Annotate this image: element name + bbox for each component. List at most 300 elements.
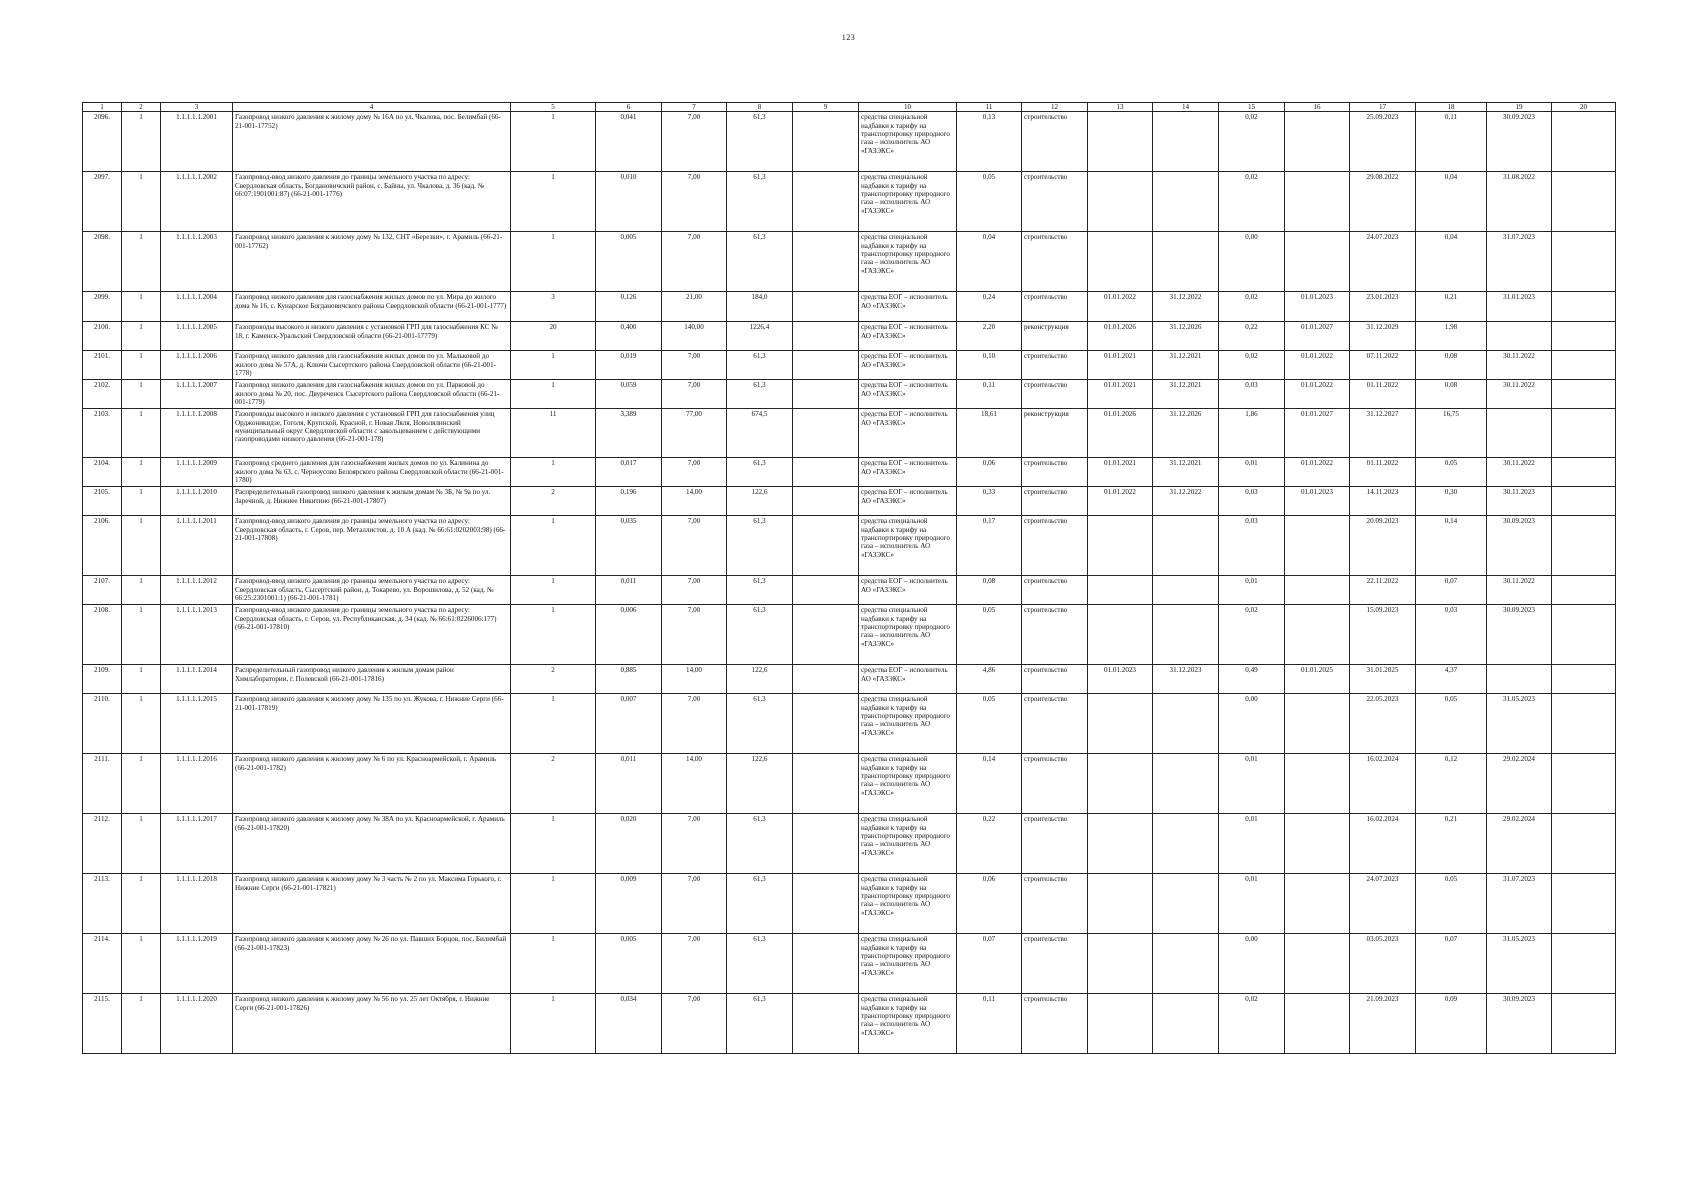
column-number-header: 4 [233, 103, 511, 112]
work-type-cell: строительство [1022, 814, 1088, 874]
level-cell: 1 [122, 409, 161, 458]
length-cell: 0,196 [596, 487, 662, 516]
build-end-cell: 29.08.2022 [1350, 172, 1416, 232]
build-start-cell [1285, 754, 1350, 814]
build-cost-cell: 0,04 [1416, 232, 1487, 292]
funding-source-cell: средства специальной надбавки к тарифу на транспортировку природного газа – исполнитель АО «ГАЗЭКС» [859, 172, 957, 232]
design-cost-cell: 0,02 [1219, 605, 1285, 665]
row-number-cell: 2097. [83, 172, 122, 232]
qty-cell: 1 [511, 380, 596, 409]
build-cost-cell: 0,03 [1416, 605, 1487, 665]
row-number-cell: 2096. [83, 112, 122, 172]
table-row [83, 605, 1616, 665]
row-number-cell: 2108. [83, 605, 122, 665]
col9-cell [793, 814, 859, 874]
volume-cell: 61,3 [727, 172, 793, 232]
qty-cell: 1 [511, 605, 596, 665]
level-cell: 1 [122, 576, 161, 605]
table-row [83, 694, 1616, 754]
table-row [83, 409, 1616, 458]
design-cost-cell: 0,01 [1219, 576, 1285, 605]
build-end-cell: 14.11.2023 [1350, 487, 1416, 516]
power-cell: 14,00 [662, 487, 727, 516]
row-number-cell: 2110. [83, 694, 122, 754]
object-name-cell: Газопроводы высокого и низкого давления с установкой ГРП для газоснабжения КС № 18, г. Каменск-Уральский Свердловской области (66-21-001-17779) [233, 322, 511, 351]
code-cell: 1.1.1.1.1.2005 [161, 322, 233, 351]
qty-cell: 1 [511, 516, 596, 576]
design-cost-cell: 0,00 [1219, 232, 1285, 292]
cost-cell: 0,05 [957, 172, 1022, 232]
cost-cell: 0,04 [957, 232, 1022, 292]
col20-cell [1552, 934, 1616, 994]
object-name-cell: Газопровод низкого давления для газоснабжения жилых домов по ул. Мальковой до жилого дома № 57А, д. Ключи Сысертского района Свердловской области (66-21-001-1778) [233, 351, 511, 380]
design-start-cell [1088, 994, 1153, 1054]
design-start-cell: 01.01.2026 [1088, 409, 1153, 458]
cost-cell: 0,33 [957, 487, 1022, 516]
build-cost-cell: 0,04 [1416, 172, 1487, 232]
row-number-cell: 2114. [83, 934, 122, 994]
table-row [83, 934, 1616, 994]
column-number-header: 8 [727, 103, 793, 112]
design-start-cell: 01.01.2021 [1088, 458, 1153, 487]
code-cell: 1.1.1.1.1.2003 [161, 232, 233, 292]
design-cost-cell: 0,01 [1219, 754, 1285, 814]
cost-cell: 0,13 [957, 112, 1022, 172]
design-end-cell [1153, 516, 1219, 576]
build-cost-cell: 4,37 [1416, 665, 1487, 694]
build-end-cell: 31.01.2025 [1350, 665, 1416, 694]
design-end-cell [1153, 814, 1219, 874]
design-end-cell: 31.12.2021 [1153, 380, 1219, 409]
build-start-cell [1285, 172, 1350, 232]
volume-cell: 674,5 [727, 409, 793, 458]
commission-date-cell [1487, 322, 1552, 351]
object-name-cell: Газопровод низкого давления к жилому дому № 16А по ул. Чкалова, пос. Белимбай (66-21-001-17752) [233, 112, 511, 172]
col20-cell [1552, 292, 1616, 322]
design-cost-cell: 0,00 [1219, 694, 1285, 754]
qty-cell: 1 [511, 458, 596, 487]
level-cell: 1 [122, 458, 161, 487]
cost-cell: 0,08 [957, 576, 1022, 605]
col20-cell [1552, 516, 1616, 576]
work-type-cell: строительство [1022, 994, 1088, 1054]
table-row [83, 487, 1616, 516]
col9-cell [793, 694, 859, 754]
row-number-cell: 2115. [83, 994, 122, 1054]
col9-cell [793, 994, 859, 1054]
work-type-cell: строительство [1022, 576, 1088, 605]
funding-source-cell: средства специальной надбавки к тарифу на транспортировку природного газа – исполнитель АО «ГАЗЭКС» [859, 874, 957, 934]
cost-cell: 0,17 [957, 516, 1022, 576]
col20-cell [1552, 814, 1616, 874]
length-cell: 0,007 [596, 694, 662, 754]
col20-cell [1552, 458, 1616, 487]
row-number-cell: 2102. [83, 380, 122, 409]
volume-cell: 61,3 [727, 605, 793, 665]
work-type-cell: строительство [1022, 665, 1088, 694]
length-cell: 0,059 [596, 380, 662, 409]
volume-cell: 61,3 [727, 112, 793, 172]
build-end-cell: 21.09.2023 [1350, 994, 1416, 1054]
commission-date-cell: 31.07.2023 [1487, 874, 1552, 934]
table-row [83, 380, 1616, 409]
volume-cell: 122,6 [727, 487, 793, 516]
volume-cell: 61,3 [727, 694, 793, 754]
design-start-cell: 01.01.2021 [1088, 380, 1153, 409]
design-end-cell: 31.12.2022 [1153, 292, 1219, 322]
level-cell: 1 [122, 380, 161, 409]
col9-cell [793, 409, 859, 458]
design-cost-cell: 0,03 [1219, 380, 1285, 409]
build-cost-cell: 0,05 [1416, 874, 1487, 934]
build-start-cell [1285, 232, 1350, 292]
code-cell: 1.1.1.1.1.2014 [161, 665, 233, 694]
power-cell: 7,00 [662, 874, 727, 934]
code-cell: 1.1.1.1.1.2012 [161, 576, 233, 605]
commission-date-cell: 30.09.2023 [1487, 994, 1552, 1054]
qty-cell: 3 [511, 292, 596, 322]
design-end-cell [1153, 232, 1219, 292]
funding-source-cell: средства ЕОГ – исполнитель АО «ГАЗЭКС» [859, 322, 957, 351]
work-type-cell: строительство [1022, 232, 1088, 292]
build-start-cell: 01.01.2027 [1285, 409, 1350, 458]
funding-source-cell: средства специальной надбавки к тарифу на транспортировку природного газа – исполнитель АО «ГАЗЭКС» [859, 605, 957, 665]
level-cell: 1 [122, 516, 161, 576]
power-cell: 7,00 [662, 516, 727, 576]
cost-cell: 0,05 [957, 694, 1022, 754]
length-cell: 0,019 [596, 351, 662, 380]
commission-date-cell: 29.02.2024 [1487, 814, 1552, 874]
commission-date-cell: 30.11.2022 [1487, 380, 1552, 409]
code-cell: 1.1.1.1.1.2020 [161, 994, 233, 1054]
qty-cell: 2 [511, 665, 596, 694]
length-cell: 0,011 [596, 754, 662, 814]
length-cell: 0,017 [596, 458, 662, 487]
table-row [83, 814, 1616, 874]
table-body [83, 112, 1616, 1054]
funding-source-cell: средства ЕОГ – исполнитель АО «ГАЗЭКС» [859, 292, 957, 322]
qty-cell: 1 [511, 934, 596, 994]
funding-source-cell: средства специальной надбавки к тарифу на транспортировку природного газа – исполнитель АО «ГАЗЭКС» [859, 112, 957, 172]
power-cell: 7,00 [662, 576, 727, 605]
build-end-cell: 01.11.2022 [1350, 458, 1416, 487]
level-cell: 1 [122, 351, 161, 380]
col20-cell [1552, 694, 1616, 754]
design-end-cell [1153, 172, 1219, 232]
level-cell: 1 [122, 934, 161, 994]
qty-cell: 1 [511, 351, 596, 380]
length-cell: 0,005 [596, 232, 662, 292]
qty-cell: 1 [511, 232, 596, 292]
power-cell: 7,00 [662, 814, 727, 874]
volume-cell: 1226,4 [727, 322, 793, 351]
qty-cell: 1 [511, 172, 596, 232]
power-cell: 7,00 [662, 351, 727, 380]
length-cell: 3,389 [596, 409, 662, 458]
commission-date-cell: 30.09.2023 [1487, 605, 1552, 665]
volume-cell: 61,3 [727, 576, 793, 605]
build-end-cell: 24.07.2023 [1350, 874, 1416, 934]
volume-cell: 184,0 [727, 292, 793, 322]
column-number-header: 13 [1088, 103, 1153, 112]
column-number-header: 2 [122, 103, 161, 112]
column-number-header: 1 [83, 103, 122, 112]
power-cell: 7,00 [662, 934, 727, 994]
build-start-cell [1285, 994, 1350, 1054]
design-cost-cell: 0,03 [1219, 487, 1285, 516]
commission-date-cell: 31.07.2023 [1487, 232, 1552, 292]
object-name-cell: Газопровод среднего давления для газоснабжения жилых домов по ул. Калинина до жилого дома № 63, с. Черноусово Белоярского района Свердловской области (66-21-001-1780) [233, 458, 511, 487]
volume-cell: 122,6 [727, 665, 793, 694]
build-start-cell [1285, 576, 1350, 605]
level-cell: 1 [122, 665, 161, 694]
object-name-cell: Газопровод низкого давления для газоснабжения жилых домов по ул. Мира до жилого дома № 16, с. Кунарское Богдановичского района Свердловской области (66-21-001-1777) [233, 292, 511, 322]
build-cost-cell: 1,98 [1416, 322, 1487, 351]
work-type-cell: строительство [1022, 605, 1088, 665]
length-cell: 0,006 [596, 605, 662, 665]
object-name-cell: Газопровод низкого давления к жилому дому № 6 по ул. Красноармейской, г. Арамиль (66-21-001-1782) [233, 754, 511, 814]
level-cell: 1 [122, 232, 161, 292]
col9-cell [793, 487, 859, 516]
commission-date-cell: 30.11.2022 [1487, 576, 1552, 605]
row-number-cell: 2104. [83, 458, 122, 487]
row-number-cell: 2107. [83, 576, 122, 605]
column-number-header: 15 [1219, 103, 1285, 112]
col9-cell [793, 292, 859, 322]
commission-date-cell [1487, 409, 1552, 458]
design-end-cell: 31.12.2021 [1153, 458, 1219, 487]
build-end-cell: 03.05.2023 [1350, 934, 1416, 994]
level-cell: 1 [122, 112, 161, 172]
code-cell: 1.1.1.1.1.2008 [161, 409, 233, 458]
investment-program-table [82, 102, 1616, 1054]
cost-cell: 0,05 [957, 605, 1022, 665]
level-cell: 1 [122, 322, 161, 351]
design-start-cell: 01.01.2022 [1088, 487, 1153, 516]
col9-cell [793, 754, 859, 814]
code-cell: 1.1.1.1.1.2002 [161, 172, 233, 232]
build-end-cell: 07.11.2022 [1350, 351, 1416, 380]
build-end-cell: 16.02.2024 [1350, 754, 1416, 814]
row-number-cell: 2112. [83, 814, 122, 874]
level-cell: 1 [122, 814, 161, 874]
cost-cell: 0,11 [957, 380, 1022, 409]
build-cost-cell: 0,05 [1416, 694, 1487, 754]
build-cost-cell: 0,11 [1416, 112, 1487, 172]
design-cost-cell: 0,49 [1219, 665, 1285, 694]
row-number-cell: 2105. [83, 487, 122, 516]
code-cell: 1.1.1.1.1.2018 [161, 874, 233, 934]
col9-cell [793, 665, 859, 694]
column-number-header: 6 [596, 103, 662, 112]
row-number-cell: 2109. [83, 665, 122, 694]
object-name-cell: Распределительный газопровод низкого давления к жилым домам район Химлаборатории, г. Полевской (66-21-001-17816) [233, 665, 511, 694]
design-end-cell [1153, 994, 1219, 1054]
build-end-cell: 01.11.2022 [1350, 380, 1416, 409]
commission-date-cell: 31.05.2023 [1487, 934, 1552, 994]
funding-source-cell: средства специальной надбавки к тарифу на транспортировку природного газа – исполнитель АО «ГАЗЭКС» [859, 694, 957, 754]
col9-cell [793, 934, 859, 994]
cost-cell: 2,20 [957, 322, 1022, 351]
build-end-cell: 23.01.2023 [1350, 292, 1416, 322]
funding-source-cell: средства специальной надбавки к тарифу на транспортировку природного газа – исполнитель АО «ГАЗЭКС» [859, 232, 957, 292]
column-numbers-row [83, 103, 1616, 112]
col9-cell [793, 232, 859, 292]
table-row [83, 665, 1616, 694]
build-cost-cell: 0,08 [1416, 380, 1487, 409]
code-cell: 1.1.1.1.1.2006 [161, 351, 233, 380]
design-start-cell: 01.01.2022 [1088, 292, 1153, 322]
work-type-cell: строительство [1022, 351, 1088, 380]
length-cell: 0,034 [596, 994, 662, 1054]
table-row [83, 351, 1616, 380]
design-cost-cell: 1,86 [1219, 409, 1285, 458]
object-name-cell: Газопровод-ввод низкого давления до границы земельного участка по адресу: Свердловская область, г. Серов, ул. Республиканская, д. 34 (кад. № 66:61:0226006:177) (66-21-001-17810) [233, 605, 511, 665]
design-start-cell [1088, 516, 1153, 576]
row-number-cell: 2113. [83, 874, 122, 934]
funding-source-cell: средства ЕОГ – исполнитель АО «ГАЗЭКС» [859, 409, 957, 458]
table-row [83, 516, 1616, 576]
column-number-header: 7 [662, 103, 727, 112]
build-start-cell: 01.01.2025 [1285, 665, 1350, 694]
design-start-cell: 01.01.2026 [1088, 322, 1153, 351]
build-cost-cell: 0,12 [1416, 754, 1487, 814]
design-cost-cell: 0,01 [1219, 814, 1285, 874]
qty-cell: 1 [511, 576, 596, 605]
work-type-cell: строительство [1022, 458, 1088, 487]
table-row [83, 754, 1616, 814]
build-start-cell [1285, 874, 1350, 934]
funding-source-cell: средства специальной надбавки к тарифу на транспортировку природного газа – исполнитель АО «ГАЗЭКС» [859, 814, 957, 874]
work-type-cell: реконструкция [1022, 322, 1088, 351]
power-cell: 7,00 [662, 232, 727, 292]
column-number-header: 12 [1022, 103, 1088, 112]
build-end-cell: 25.09.2023 [1350, 112, 1416, 172]
volume-cell: 61,3 [727, 874, 793, 934]
cost-cell: 0,22 [957, 814, 1022, 874]
build-end-cell: 22.05.2023 [1350, 694, 1416, 754]
build-cost-cell: 0,05 [1416, 458, 1487, 487]
power-cell: 14,00 [662, 665, 727, 694]
commission-date-cell: 30.09.2023 [1487, 112, 1552, 172]
code-cell: 1.1.1.1.1.2004 [161, 292, 233, 322]
cost-cell: 18,61 [957, 409, 1022, 458]
design-end-cell: 31.12.2022 [1153, 487, 1219, 516]
length-cell: 0,885 [596, 665, 662, 694]
col9-cell [793, 380, 859, 409]
row-number-cell: 2101. [83, 351, 122, 380]
work-type-cell: строительство [1022, 172, 1088, 232]
funding-source-cell: средства специальной надбавки к тарифу на транспортировку природного газа – исполнитель АО «ГАЗЭКС» [859, 934, 957, 994]
code-cell: 1.1.1.1.1.2010 [161, 487, 233, 516]
commission-date-cell: 30.11.2023 [1487, 487, 1552, 516]
build-start-cell: 01.01.2023 [1285, 292, 1350, 322]
build-cost-cell: 0,08 [1416, 351, 1487, 380]
col9-cell [793, 605, 859, 665]
object-name-cell: Газопровод низкого давления к жилому дому № 56 по ул. 25 лет Октября, г. Нижние Серги (66-21-001-17826) [233, 994, 511, 1054]
build-start-cell: 01.01.2022 [1285, 380, 1350, 409]
design-start-cell [1088, 814, 1153, 874]
funding-source-cell: средства ЕОГ – исполнитель АО «ГАЗЭКС» [859, 351, 957, 380]
qty-cell: 1 [511, 694, 596, 754]
col20-cell [1552, 351, 1616, 380]
qty-cell: 1 [511, 994, 596, 1054]
column-number-header: 10 [859, 103, 957, 112]
column-number-header: 16 [1285, 103, 1350, 112]
build-end-cell: 16.02.2024 [1350, 814, 1416, 874]
qty-cell: 1 [511, 814, 596, 874]
col20-cell [1552, 994, 1616, 1054]
design-cost-cell: 0,02 [1219, 351, 1285, 380]
funding-source-cell: средства ЕОГ – исполнитель АО «ГАЗЭКС» [859, 380, 957, 409]
row-number-cell: 2106. [83, 516, 122, 576]
volume-cell: 61,3 [727, 232, 793, 292]
qty-cell: 1 [511, 874, 596, 934]
column-number-header: 3 [161, 103, 233, 112]
volume-cell: 61,3 [727, 934, 793, 994]
design-end-cell [1153, 112, 1219, 172]
volume-cell: 61,3 [727, 458, 793, 487]
commission-date-cell: 31.08.2022 [1487, 172, 1552, 232]
col9-cell [793, 351, 859, 380]
level-cell: 1 [122, 874, 161, 934]
cost-cell: 4,86 [957, 665, 1022, 694]
col9-cell [793, 576, 859, 605]
design-start-cell [1088, 172, 1153, 232]
work-type-cell: строительство [1022, 380, 1088, 409]
length-cell: 0,011 [596, 576, 662, 605]
cost-cell: 0,07 [957, 934, 1022, 994]
table-header [83, 103, 1616, 112]
col20-cell [1552, 322, 1616, 351]
col20-cell [1552, 112, 1616, 172]
col20-cell [1552, 409, 1616, 458]
build-start-cell: 01.01.2027 [1285, 322, 1350, 351]
object-name-cell: Газопровод низкого давления к жилому дому № 132, СНТ «Березки», г. Арамиль (66-21-001-17762) [233, 232, 511, 292]
qty-cell: 11 [511, 409, 596, 458]
commission-date-cell: 30.09.2023 [1487, 516, 1552, 576]
power-cell: 140,00 [662, 322, 727, 351]
funding-source-cell: средства специальной надбавки к тарифу на транспортировку природного газа – исполнитель АО «ГАЗЭКС» [859, 516, 957, 576]
design-start-cell: 01.01.2021 [1088, 351, 1153, 380]
qty-cell: 2 [511, 754, 596, 814]
commission-date-cell: 31.01.2023 [1487, 292, 1552, 322]
table-row [83, 458, 1616, 487]
build-cost-cell: 16,75 [1416, 409, 1487, 458]
row-number-cell: 2099. [83, 292, 122, 322]
col9-cell [793, 516, 859, 576]
design-end-cell: 31.12.2026 [1153, 409, 1219, 458]
cost-cell: 0,10 [957, 351, 1022, 380]
level-cell: 1 [122, 172, 161, 232]
design-cost-cell: 0,02 [1219, 112, 1285, 172]
col20-cell [1552, 874, 1616, 934]
build-end-cell: 20.09.2023 [1350, 516, 1416, 576]
col20-cell [1552, 665, 1616, 694]
volume-cell: 61,3 [727, 351, 793, 380]
length-cell: 0,009 [596, 874, 662, 934]
commission-date-cell: 31.05.2023 [1487, 694, 1552, 754]
design-start-cell [1088, 112, 1153, 172]
build-end-cell: 15.09.2023 [1350, 605, 1416, 665]
build-cost-cell: 0,30 [1416, 487, 1487, 516]
work-type-cell: строительство [1022, 112, 1088, 172]
power-cell: 14,00 [662, 754, 727, 814]
volume-cell: 61,3 [727, 380, 793, 409]
design-cost-cell: 0,00 [1219, 934, 1285, 994]
commission-date-cell: 30.11.2022 [1487, 458, 1552, 487]
col9-cell [793, 322, 859, 351]
